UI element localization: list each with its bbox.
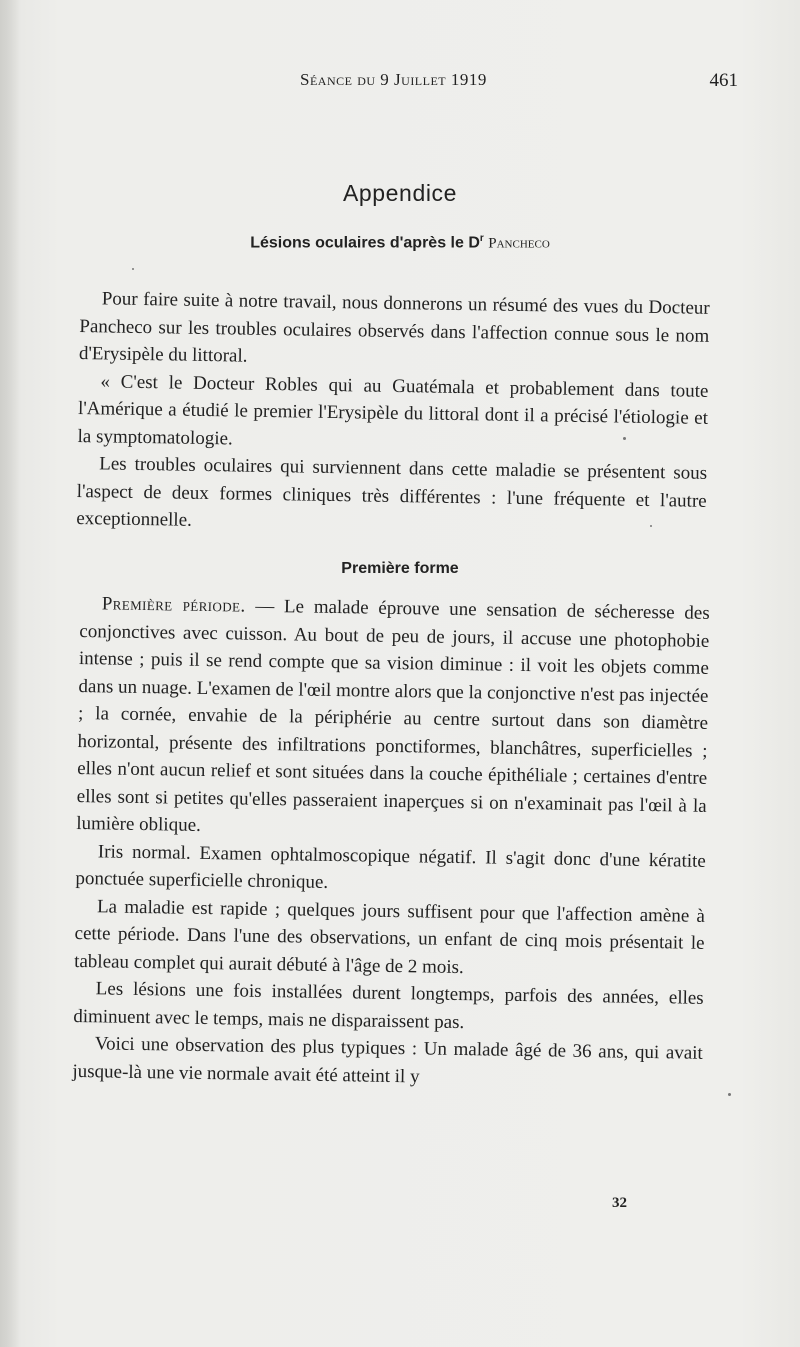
page-number: 461	[709, 70, 738, 91]
first-form-paragraph-5: Voici une observation des plus typiques : Un malade âgé de 36 ans, qui avait jusque-là une vie normale avait été atteint il y	[72, 1033, 703, 1087]
paper-speck	[650, 525, 652, 527]
appendix-title: Appendice	[342, 180, 458, 206]
first-form-text	[72, 590, 710, 1095]
subtitle-superscript: r	[479, 233, 484, 244]
paper-speck	[623, 437, 626, 440]
paper-speck	[132, 268, 134, 270]
signature-mark: 32	[612, 1195, 627, 1211]
first-form-paragraph-3: La maladie est rapide ; quelques jours suffisent pour que l'affection amène à cette période. Dans l'une des observations, un enfant de cinq mois présentait le tableau complet qui aurait débuté à l'âge de 2 mois.	[74, 895, 706, 978]
period-lead: Première période.	[101, 593, 246, 617]
subtitle-name: Pancheco	[488, 235, 550, 252]
intro-paragraph-2: « C'est le Docteur Robles qui au Guatémala et probablement dans toute l'Amérique a étudié le premier l'Erysipèle du littoral dont il a précisé l'étiologie et la symptomatologie.	[77, 370, 709, 449]
paper-speck	[728, 1093, 731, 1096]
intro-paragraph-1: Pour faire suite à notre travail, nous donnerons un résumé des vues du Docteur Pancheco sur les troubles oculaires observés dans l'affection connue sous le nom d'Erysipèle du littoral.	[78, 288, 710, 367]
appendix-subtitle	[0, 233, 800, 252]
first-form-paragraph-2: Iris normal. Examen ophtalmoscopique négatif. Il s'agit donc d'une kératite ponctuée superficielle chronique.	[75, 840, 706, 893]
first-form-paragraph-1	[76, 590, 710, 847]
intro-text	[76, 285, 710, 542]
intro-paragraph-3: Les troubles oculaires qui surviennent dans cette maladie se présentent sous l'aspect de deux formes cliniques très différentes : l'une fréquente et l'autre exceptionnelle.	[76, 453, 708, 531]
first-form-heading: Première forme	[341, 560, 459, 577]
running-head	[0, 70, 800, 100]
period-description: — Le malade éprouve une sensation de sécheresse des conjonctives avec cuisson. Au bout de peu de jours, il accuse une photophobie intense ; puis il se rend compte que sa vision diminue : il voit les objets comme dans un nuage. L'examen de l'œil montre alors que la conjonctive n'est pas injectée ; la cornée, envahie de la périphérie au centre surtout dans son diamètre horizontal, présente des infiltrations ponctiformes, blanchâtres, superficielles ; elles n'ont aucun relief et sont situées dans la couche épithéliale ; certaines d'entre elles sont si petites qu'elles passeraient inaperçues si on n'examinait pas l'œil à la lumière oblique.	[76, 595, 710, 836]
subtitle-prefix: Lésions oculaires d'après le D	[250, 234, 480, 252]
first-form-paragraph-4: Les lésions une fois installées durent longtemps, parfois des années, elles diminuent avec le temps, mais ne disparaissent pas.	[73, 978, 704, 1033]
running-title: Séance du 9 Juillet 1919	[300, 70, 487, 89]
